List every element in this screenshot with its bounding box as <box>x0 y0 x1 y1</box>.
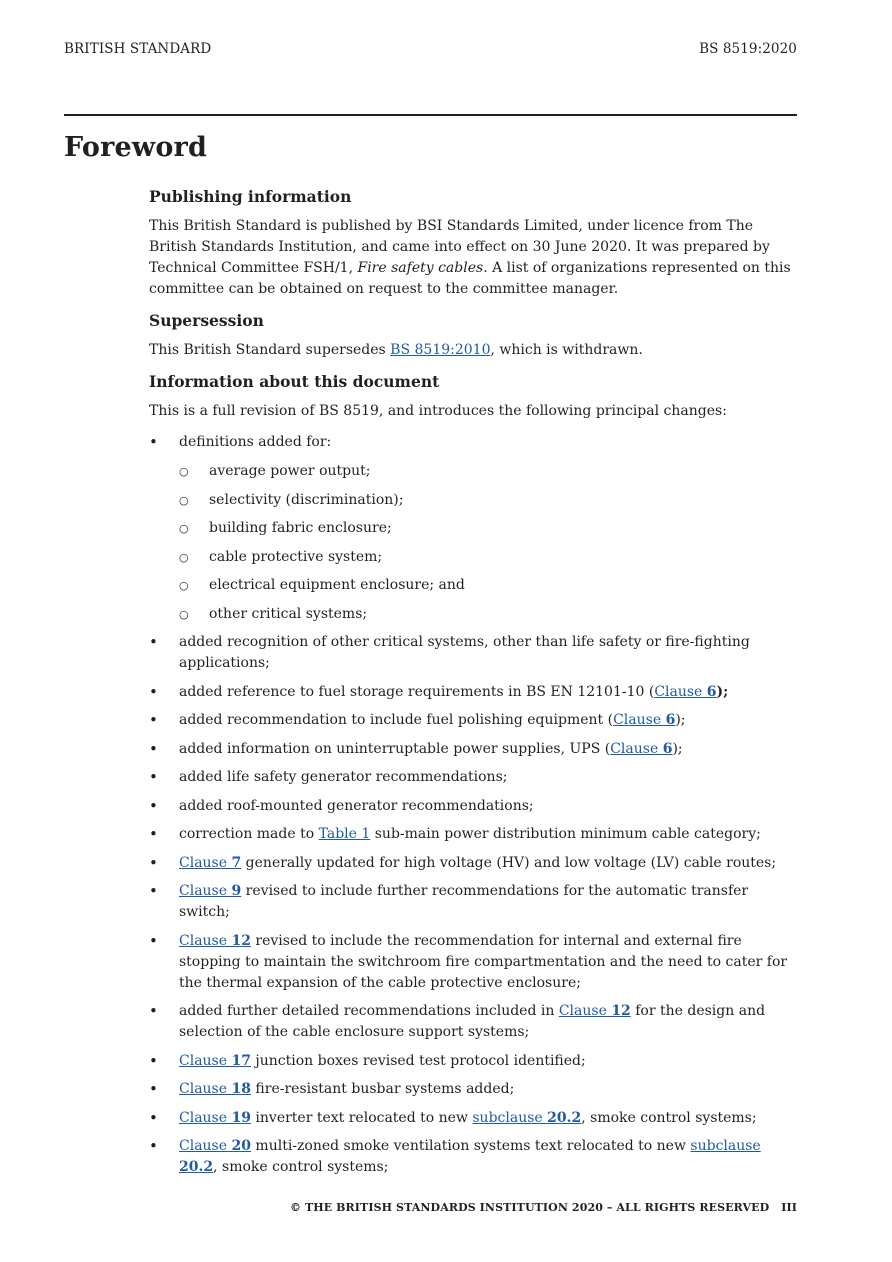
info-intro: This is a full revision of BS 8519, and introduces the following principal changes: <box>149 403 727 419</box>
link-text: Clause <box>558 1003 612 1019</box>
link-number: 12 <box>231 932 251 949</box>
clause-12-link[interactable] <box>179 933 251 949</box>
clause-20-link[interactable] <box>179 1138 251 1154</box>
publishing-text-a: This British Standard is published by BSI Standards Limited, under licence from The British Standards Institution, and came into effect on 30 June 2020. It was prepared by Technical Committee FSH/1, <box>149 218 770 276</box>
list-item-text: added recommendation to include fuel polishing equipment ( <box>179 712 614 728</box>
publishing-text <box>149 216 797 300</box>
list-item <box>149 881 797 923</box>
publishing-heading: Publishing information <box>149 187 352 206</box>
list-item-text: , smoke control systems; <box>581 1109 757 1126</box>
list-item <box>149 1001 797 1043</box>
list-item <box>149 824 797 845</box>
clause-19-link[interactable] <box>179 1110 251 1126</box>
link-number: 20.2 <box>547 1109 582 1126</box>
link-text: Clause <box>179 1109 232 1126</box>
header-rule <box>64 114 797 116</box>
link-text: Clause <box>179 932 232 949</box>
list-item <box>149 931 797 994</box>
list-item <box>149 739 797 760</box>
list-item: • added roof-mounted generator recommendations; <box>149 796 797 817</box>
link-text: subclause <box>690 1138 761 1154</box>
link-number: 6 <box>706 683 717 700</box>
page-number: III <box>781 1201 797 1214</box>
clause-17-link[interactable] <box>179 1053 251 1069</box>
supersession-text-b: , which is withdrawn. <box>490 342 643 358</box>
sublist-item: ○ cable protective system; <box>179 547 797 568</box>
list-item-text: revised to include the recommendation for internal and external fire stopping to maintain the switchroom fire compartmentation and the need to cater for the thermal expansion of the cable protective enclosure; <box>179 932 788 991</box>
list-item-text: added information on uninterruptable power supplies, UPS ( <box>179 740 611 757</box>
link-text: Clause <box>179 883 232 899</box>
clause-12-link[interactable] <box>559 1003 631 1019</box>
link-number: 17 <box>231 1052 251 1069</box>
supersession-text <box>149 340 797 361</box>
sublist-item: ○ other critical systems; <box>179 604 797 625</box>
list-item-text: fire-resistant busbar systems added; <box>250 1081 515 1097</box>
link-number: 19 <box>231 1109 251 1126</box>
link-number: 6 <box>665 712 676 728</box>
list-item-text: sub-main power distribution minimum cable category; <box>370 826 761 842</box>
link-number: 20 <box>231 1138 251 1154</box>
supersession-heading: Supersession <box>149 311 264 330</box>
info-heading: Information about this document <box>149 372 440 391</box>
clause-6-link[interactable] <box>654 684 716 700</box>
main-content <box>149 186 797 1186</box>
link-text: Clause <box>654 683 707 700</box>
definitions-sublist <box>179 461 797 625</box>
subclause-20-2-link[interactable] <box>472 1110 581 1126</box>
list-item <box>149 1051 797 1072</box>
list-item: • added recognition of other critical systems, other than life safety or fire-fighting applications; <box>149 632 797 674</box>
superseded-standard-link[interactable]: BS 8519:2010 <box>390 342 491 358</box>
clause-6-link[interactable] <box>613 712 675 728</box>
list-item <box>149 710 797 731</box>
link-number: 12 <box>611 1003 631 1019</box>
copyright-notice: © THE BRITISH STANDARDS INSTITUTION 2020 – ALL RIGHTS RESERVED <box>289 1201 770 1214</box>
list-item-text: revised to include further recommendations for the automatic transfer switch; <box>179 883 749 920</box>
link-text: subclause <box>472 1109 548 1126</box>
list-item-text: generally updated for high voltage (HV) and low voltage (LV) cable routes; <box>241 854 777 871</box>
page-footer <box>290 1201 797 1214</box>
list-item <box>149 1108 797 1129</box>
link-number: 6 <box>662 740 673 757</box>
link-number: 18 <box>231 1081 251 1097</box>
list-item-text: definitions added for: <box>179 434 332 450</box>
list-item-text: , smoke control systems; <box>213 1159 389 1175</box>
sublist-item: ○ building fabric enclosure; <box>179 518 797 539</box>
sublist-item: ○ selectivity (discrimination); <box>179 490 797 511</box>
list-item-text: junction boxes revised test protocol identified; <box>250 1052 586 1069</box>
list-item <box>149 682 797 703</box>
list-item: • added life safety generator recommendations; <box>149 767 797 788</box>
list-item-text: added further detailed recommendations included in <box>179 1003 559 1019</box>
table-1-link[interactable]: Table 1 <box>318 826 371 842</box>
link-number: 7 <box>231 854 242 871</box>
header-left: BRITISH STANDARD <box>64 41 212 57</box>
list-item-text: multi-zoned smoke ventilation systems text relocated to new <box>250 1138 691 1154</box>
list-item-text: for the design and selection of the cable enclosure support systems; <box>179 1003 766 1040</box>
list-item-text: ); <box>672 740 683 757</box>
clause-7-link[interactable] <box>179 855 241 871</box>
clause-18-link[interactable] <box>179 1081 251 1097</box>
committee-name: Fire safety cables <box>357 260 484 276</box>
list-item-text: inverter text relocated to new <box>250 1109 473 1126</box>
link-text: Clause <box>613 712 666 728</box>
publishing-text-b: . A list of organizations represented on this committee can be obtained on request to the committee manager. <box>149 260 791 297</box>
sublist-item: ○ electrical equipment enclosure; and <box>179 575 797 596</box>
link-text: Clause <box>179 1052 232 1069</box>
clause-9-link[interactable] <box>179 883 241 899</box>
changes-list <box>149 432 797 1178</box>
clause-6-link[interactable] <box>610 741 672 757</box>
running-header <box>64 41 797 57</box>
supersession-text-a: This British Standard supersedes <box>149 342 391 358</box>
sublist-item: ○ average power output; <box>179 461 797 482</box>
list-item <box>149 1136 797 1178</box>
list-item-text: correction made to <box>179 826 319 842</box>
link-number: 20.2 <box>179 1159 214 1175</box>
header-right: BS 8519:2020 <box>699 41 797 57</box>
list-item <box>149 432 797 625</box>
list-item-text: ); <box>675 712 686 728</box>
link-text: Clause <box>179 1138 232 1154</box>
link-text: Clause <box>179 854 232 871</box>
list-item-text: added reference to fuel storage requirements in BS EN 12101-10 ( <box>179 683 655 700</box>
list-item <box>149 853 797 874</box>
link-text: Clause <box>179 1081 232 1097</box>
page-title: Foreword <box>64 132 208 163</box>
list-item <box>149 1079 797 1100</box>
link-text: Clause <box>610 740 663 757</box>
list-item-text: ); <box>716 683 729 700</box>
link-number: 9 <box>231 883 242 899</box>
